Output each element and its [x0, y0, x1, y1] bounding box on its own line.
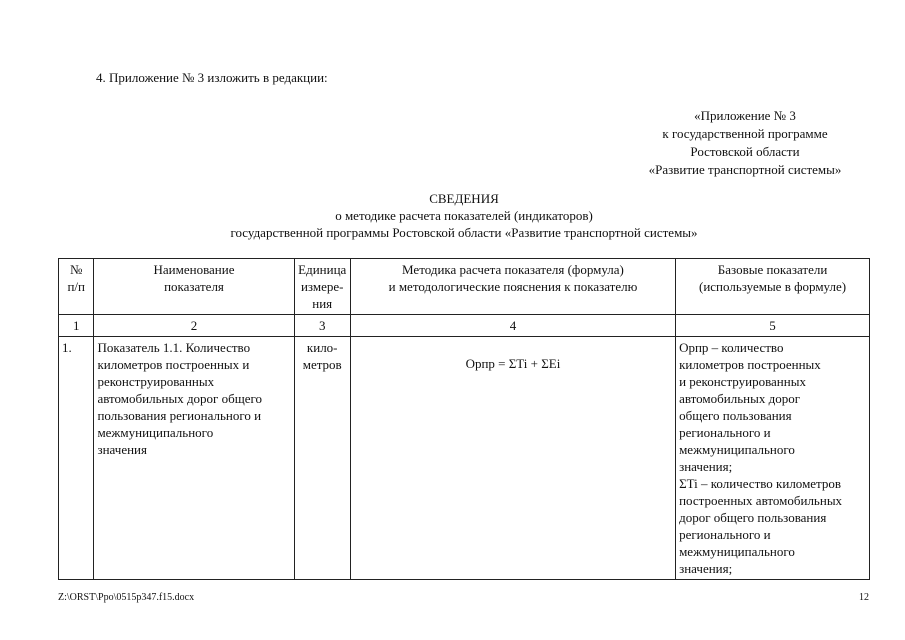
- appendix-note-line: к государственной программе: [662, 126, 828, 141]
- header-cell-unit: [294, 259, 350, 315]
- header-line: и методологические пояснения к показателю: [388, 279, 638, 294]
- cell-line: километров построенных и: [97, 357, 250, 372]
- formula-text: Орпр = ΣTi + ΣEi: [465, 356, 561, 371]
- footer-page-number: 12: [859, 592, 869, 603]
- column-number: 5: [676, 315, 870, 337]
- appendix-note-line: Ростовской области: [690, 144, 800, 159]
- table-header-row: [59, 259, 870, 315]
- heading-line: государственной программы Ростовской области «Развитие транспортной системы»: [230, 225, 698, 240]
- cell-line: и реконструированных: [679, 374, 806, 389]
- cell-line: регионального и: [679, 527, 771, 542]
- cell-line: значения: [97, 442, 147, 457]
- cell-line: построенных автомобильных: [679, 493, 843, 508]
- header-cell-number: [59, 259, 94, 315]
- cell-line: километров построенных: [679, 357, 821, 372]
- cell-line: Показатель 1.1. Количество: [97, 340, 251, 355]
- header-line: п/п: [67, 279, 85, 294]
- column-number: 2: [94, 315, 294, 337]
- header-cell-method: [350, 259, 675, 315]
- cell-line: межмуниципального: [97, 425, 214, 440]
- header-cell-name: [94, 259, 294, 315]
- column-number-row: [59, 315, 870, 337]
- header-line: №: [70, 262, 83, 277]
- cell-line: реконструированных: [97, 374, 215, 389]
- table-row: [59, 337, 870, 580]
- cell-line: значения;: [679, 561, 733, 576]
- cell-line: ΣTi – количество километров: [679, 476, 842, 491]
- cell-line: автомобильных дорог общего: [97, 391, 263, 406]
- heading-title: СВЕДЕНИЯ: [429, 191, 499, 206]
- header-line: (используемые в формуле): [699, 279, 847, 294]
- row-indicator-name: [94, 337, 294, 580]
- cell-line: кило-: [306, 340, 338, 355]
- cell-line: Орпр – количество: [679, 340, 784, 355]
- document-heading: [58, 190, 870, 241]
- cell-line: межмуниципального: [679, 442, 795, 457]
- header-line: измере-: [300, 279, 344, 294]
- cell-line: метров: [302, 357, 342, 372]
- cell-line: регионального и: [679, 425, 771, 440]
- cell-line: пользования регионального и: [97, 408, 262, 423]
- header-line: Наименование: [153, 262, 235, 277]
- header-line: Базовые показатели: [717, 262, 828, 277]
- row-unit: [294, 337, 350, 580]
- column-number: 3: [294, 315, 350, 337]
- row-number: 1.: [59, 337, 94, 580]
- footer-file-path: Z:\ORST\Ppo\0515p347.f15.docx: [58, 592, 195, 603]
- row-base-indicators: [676, 337, 870, 580]
- appendix-note-line: «Развитие транспортной системы»: [648, 162, 842, 177]
- indicators-table: [58, 258, 870, 580]
- heading-line: о методике расчета показателей (индикаторов): [335, 208, 593, 223]
- header-line: Единица: [298, 262, 347, 277]
- cell-line: межмуниципального: [679, 544, 795, 559]
- cell-line: автомобильных дорог: [679, 391, 801, 406]
- header-line: показателя: [164, 279, 224, 294]
- header-cell-base: [676, 259, 870, 315]
- cell-line: значения;: [679, 459, 733, 474]
- cell-line: дорог общего пользования: [679, 510, 827, 525]
- column-number: 4: [350, 315, 675, 337]
- column-number: 1: [59, 315, 94, 337]
- header-line: ния: [312, 296, 333, 311]
- intro-text: 4. Приложение № 3 изложить в редакции:: [96, 70, 328, 85]
- cell-line: общего пользования: [679, 408, 792, 423]
- appendix-note-line: «Приложение № 3: [694, 108, 796, 123]
- appendix-note: [625, 107, 865, 179]
- header-line: Методика расчета показателя (формула): [402, 262, 624, 277]
- row-formula: [350, 337, 675, 580]
